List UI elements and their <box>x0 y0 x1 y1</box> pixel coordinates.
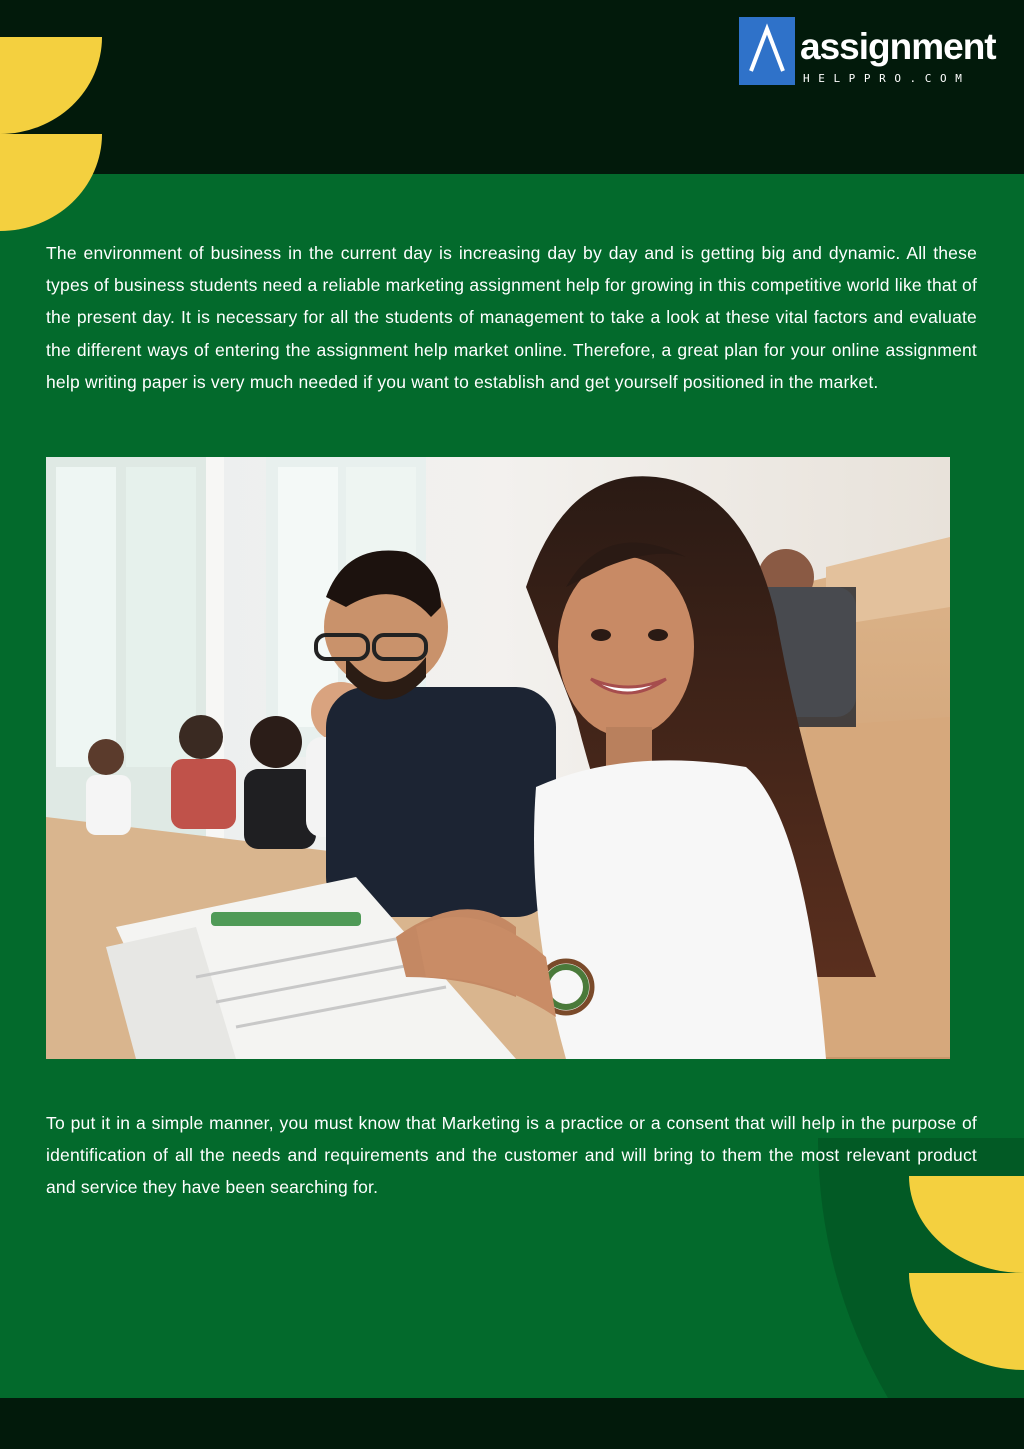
decorative-semicircle-top-2 <box>0 134 104 231</box>
decorative-semicircle-top-1 <box>0 37 104 134</box>
decorative-semicircle-bottom-2 <box>909 1273 1024 1370</box>
students-photo <box>46 457 950 1059</box>
footer-band <box>0 1398 1024 1449</box>
logo-mark-icon <box>739 17 795 85</box>
body-paragraph-2: To put it in a simple manner, you must know that Marketing is a practice or a consent that will help in the purpose of identification of all the needs and requirements and the customer and will bring to them the most relevant product and service they have been searching for. <box>46 1113 977 1198</box>
body-paragraph-1: The environment of business in the current day is increasing day by day and is getting big and dynamic. All these types of business students need a reliable marketing assignment help for growing in this competitive world like that of the present day. It is necessary for all the students of management to take a look at these vital factors and evaluate the different ways of entering the assignment help market online. Therefore, a great plan for your online assignment help writing paper is very much needed if you want to establish and get yourself positioned in the market. <box>46 243 977 392</box>
logo-wordmark: assignment <box>800 26 996 67</box>
brand-logo <box>739 17 1001 87</box>
logo-subtitle: HELPPRO.COM <box>803 72 971 85</box>
